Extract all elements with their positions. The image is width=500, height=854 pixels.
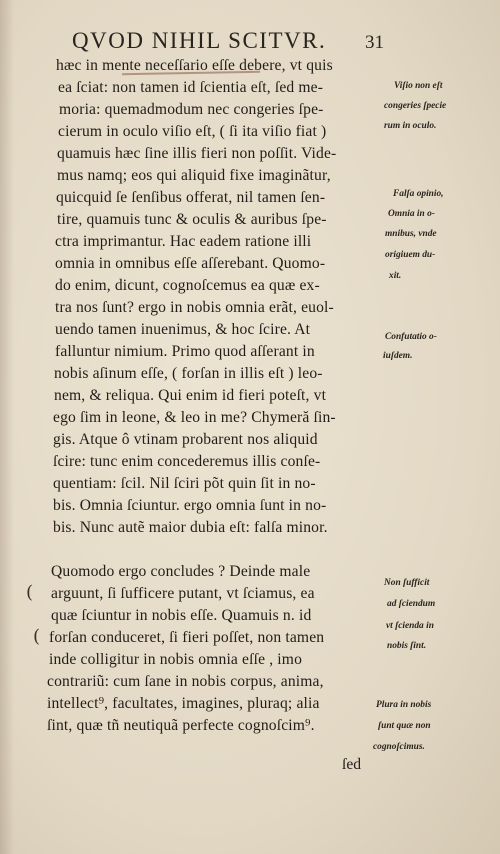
margin-note: Non ſufficit bbox=[384, 578, 430, 588]
margin-note: vt ſcienda in bbox=[386, 621, 434, 631]
left-margin-bracket: ( bbox=[26, 582, 34, 603]
page-number: 31 bbox=[365, 32, 384, 53]
margin-note: cognoſcimus. bbox=[373, 742, 425, 752]
left-margin-bracket: ( bbox=[33, 626, 41, 647]
text-line: nobis aſinum eſſe, ( forſan in illis eſt ) leo- bbox=[54, 365, 323, 382]
text-line: nem, & reliqua. Qui enim id fieri poteſt, vt bbox=[54, 387, 327, 404]
text-line: ſcire: tunc enim concederemus illis conſe- bbox=[53, 453, 321, 470]
margin-note: Viſio non eſt bbox=[394, 81, 443, 91]
text-line: bis. Omnia ſciuntur. ergo omnia ſunt in no- bbox=[53, 497, 327, 514]
margin-note: iuſdem. bbox=[383, 351, 413, 361]
margin-note: congeries ſpecie bbox=[384, 101, 447, 111]
text-line: cierum in oculo viſio eſt, ( ſi ita viſio fiat ) bbox=[58, 123, 327, 140]
margin-note: origiuem du- bbox=[385, 250, 436, 260]
text-line: falluntur nimium. Primo quod aſſerant in bbox=[55, 343, 315, 360]
text-line: omnia in omnibus eſſe aſſerebant. Quomo- bbox=[55, 255, 326, 272]
catchword: ſed bbox=[342, 756, 362, 773]
text-line: ctra imprimantur. Hac eadem ratione illi bbox=[55, 233, 312, 250]
margin-note: Omnia in o- bbox=[388, 209, 435, 219]
text-line: ea ſciat: non tamen id ſcientia eſt, ſed me- bbox=[58, 79, 324, 96]
text-line: tra nos ſunt? ergo in nobis omnia erãt, euol- bbox=[55, 299, 334, 316]
margin-note: Plura in nobis bbox=[376, 700, 432, 710]
text-line: hæc in mente neceſſario eſſe debere, vt quis bbox=[56, 57, 333, 74]
text-line: tire, quamuis tunc & oculis & auribus ſpe- bbox=[57, 211, 327, 228]
text-line: quæ ſciuntur in nobis eſſe. Quamuis n. id bbox=[51, 607, 312, 624]
margin-note: ad ſciendum bbox=[387, 599, 436, 609]
text-line: contrariũ: cum ſane in nobis corpus, anima, bbox=[47, 673, 324, 690]
text-line: gis. Atque ô vtinam probarent nos aliquid bbox=[53, 431, 318, 448]
text-line: quentiam: ſcil. Nil ſciri põt quin ſit in no- bbox=[53, 475, 316, 492]
text-line: ſint, quæ tñ neutiquã perfecte cognoſcim⁹. bbox=[47, 717, 315, 734]
text-line: arguunt, ſi ſufficere putant, vt ſciamus, ea bbox=[51, 585, 315, 602]
text-line: intellect⁹, facultates, imagines, pluraq; alia bbox=[47, 695, 320, 712]
text-line: quicquid ſe ſenſibus offerat, nil tamen ſen- bbox=[56, 189, 326, 206]
margin-note: rum in oculo. bbox=[384, 121, 437, 131]
text-line: uendo tamen inuenimus, & hoc ſcire. At bbox=[55, 321, 311, 338]
margin-note: xit. bbox=[389, 271, 402, 281]
margin-note: nobis ſint. bbox=[387, 641, 427, 651]
text-line: quamuis hæc ſine illis fieri non poſſit. Vide- bbox=[57, 145, 337, 162]
text-line: ego ſim in leone, & leo in me? Chymeră ſin- bbox=[53, 409, 336, 426]
margin-note: mnibus, vnde bbox=[385, 229, 437, 239]
text-line: moria: quemadmodum nec congeries ſpe- bbox=[59, 101, 324, 118]
margin-note: Confutatio o- bbox=[385, 332, 437, 342]
text-line: do enim, dicunt, cognoſcemus ea quæ ex- bbox=[55, 277, 320, 294]
text-line: Quomodo ergo concludes ? Deinde male bbox=[51, 563, 311, 580]
running-title: QVOD NIHIL SCITVR. bbox=[72, 28, 327, 53]
margin-note: Falſa opinio, bbox=[393, 189, 444, 199]
text-line: inde colligitur in nobis omnia eſſe , imo bbox=[49, 651, 303, 668]
text-line: mus namq; eos qui aliquid fixe imaginãtur, bbox=[57, 167, 331, 184]
text-line: bis. Nunc autẽ maior dubia eſt: falſa minor. bbox=[53, 519, 328, 536]
margin-note: ſunt quæ non bbox=[378, 721, 431, 731]
text-line: forſan conduceret, ſi fieri poſſet, non tamen bbox=[49, 629, 325, 646]
